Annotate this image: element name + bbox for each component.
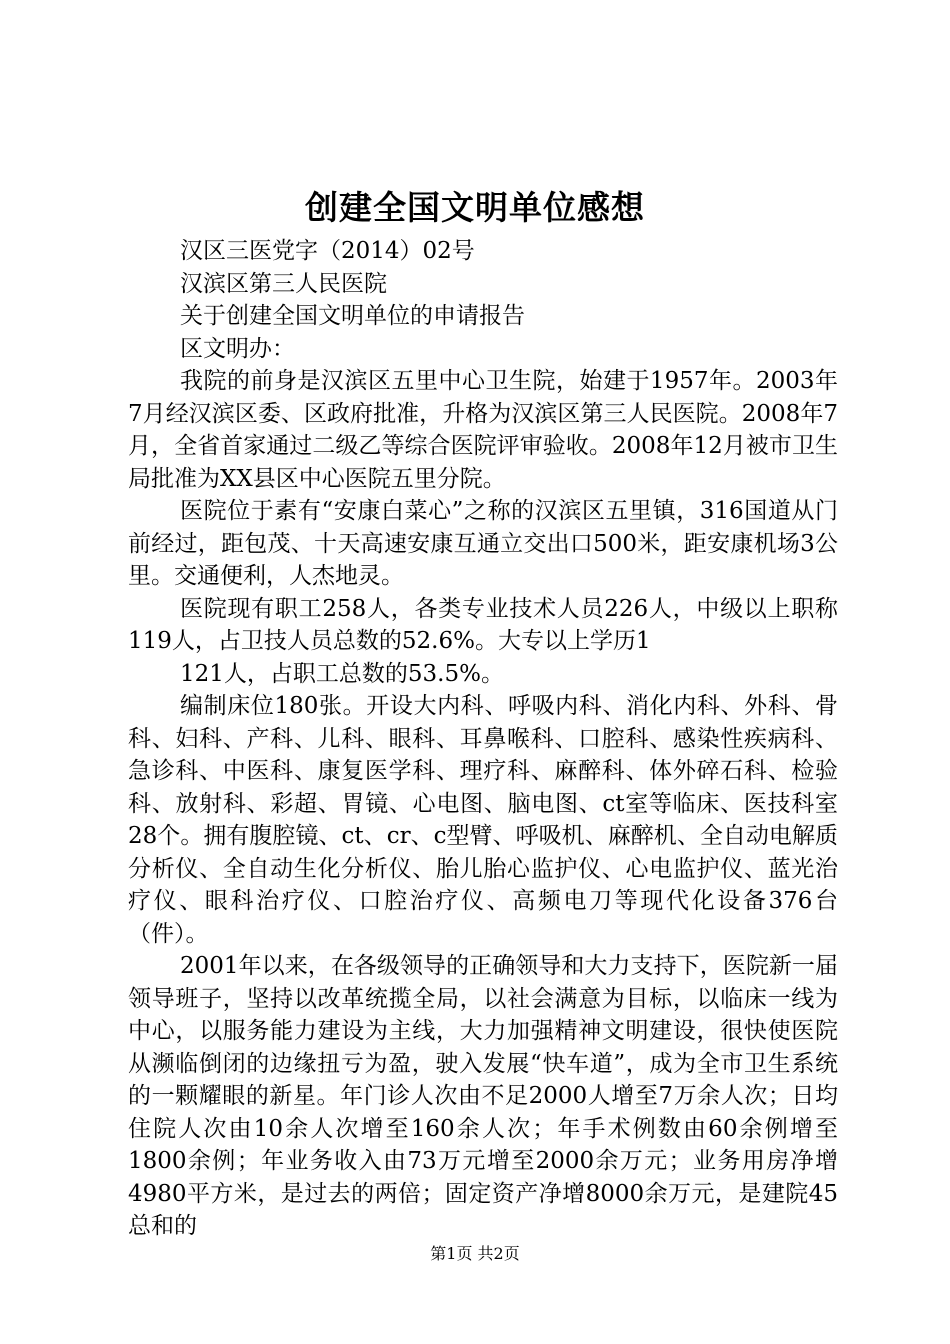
report-subject: 关于创建全国文明单位的申请报告 (180, 303, 525, 329)
paragraph-history: 我院的前身是汉滨区五里中心卫生院，始建于1957年。2003年7月经汉滨区委、区政府批准，升格为汉滨区第三人民医院。2008年7月，全省首家通过二级乙等综合医院评审验收。2008年12月被市卫生局批准为XX县区中心医院五里分院。 (128, 368, 838, 492)
paragraph-location: 医院位于素有“安康白菜心”之称的汉滨区五里镇，316国道从门前经过，距包茂、十天高速安康互通立交出口500米，距安康机场3公里。交通便利，人杰地灵。 (128, 498, 838, 589)
paragraph-staff: 医院现有职工258人，各类专业技术人员226人，中级以上职称119人，占卫技人员总数的52.6%。大专以上学历1 (128, 595, 838, 654)
recipient-line: 区文明办： (180, 335, 295, 362)
document-title: 创建全国文明单位感想 (305, 188, 645, 227)
page-number-footer: 第1页 共2页 (430, 1244, 520, 1263)
hospital-name: 汉滨区第三人民医院 (180, 270, 387, 297)
paragraph-departments: 编制床位180张。开设大内科、呼吸内科、消化内科、外科、骨科、妇科、产科、儿科、眼科、耳鼻喉科、口腔科、感染性疾病科、急诊科、中医科、康复医学科、理疗科、麻醉科、体外碎石科、检验科、放射科、彩超、胃镜、心电图、脑电图、ct室等临床、医技科室28个。拥有腹腔镜、ct、cr、c型臂、呼吸机、麻醉机、全自动电解质分析仪、全自动生化分析仪、胎儿胎心监护仪、心电监护仪、蓝光治疗仪、眼科治疗仪、口腔治疗仪、高频电刀等现代化设备376台（件）。 (128, 693, 838, 947)
document-number: 汉区三医党字（2014）02号 (180, 238, 475, 264)
paragraph-staff-continued: 121人，占职工总数的53.5%。 (180, 660, 504, 687)
document-body (128, 235, 838, 1243)
paragraph-achievements: 2001年以来，在各级领导的正确领导和大力支持下，医院新一届领导班子，坚持以改革统揽全局，以社会满意为目标，以临床一线为中心，以服务能力建设为主线，大力加强精神文明建设，很快使医院从濒临倒闭的边缘扭亏为盈，驶入发展“快车道”，成为全市卫生系统的一颗耀眼的新星。年门诊人次由不足2000人增至7万余人次；日均住院人次由10余人次增至160余人次；年手术例数由60余例增至1800余例；年业务收入由73万元增至2000余万元；业务用房净增4980平方米，是过去的两倍；固定资产净增8000余万元，是建院45总和的 (128, 953, 838, 1239)
